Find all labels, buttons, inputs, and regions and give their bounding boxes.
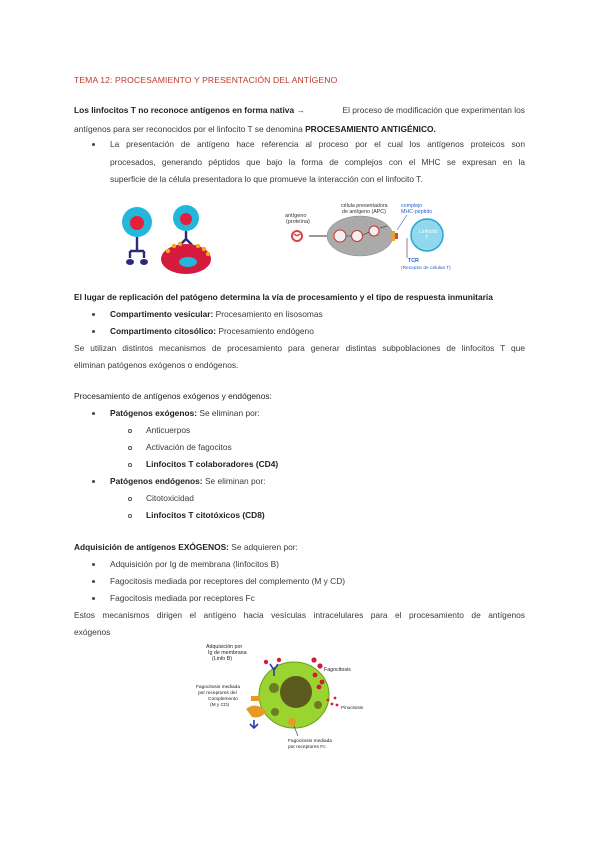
pinocitosis-label: Pinocitosis [341,705,363,710]
bullet-icon [92,597,95,600]
intro-arrow: → [296,105,305,115]
acquisition-item-1: Adquisición por Ig de membrana (linfocitos B) [110,559,279,569]
antigen-icon [292,231,302,241]
acquisition-line-2: exógenos [74,627,111,637]
hollow-bullet-icon [128,514,132,518]
apc-cells-figure [112,196,224,276]
replication-line-1: Se utilizan distintos mecanismos de procesamiento para generar distintas subpoblaciones de linfocitos T que [74,343,525,353]
bullet-icon [92,480,95,483]
apc-sub-label: de antígeno (APC) [342,209,386,215]
intro-line-2: antígenos para ser reconocidos por el linfocito T se denomina PROCESAMIENTO ANTIGÉNICO. [74,124,436,134]
hollow-bullet-icon [128,463,132,467]
tcell-label: Linfocito [419,229,438,235]
exo-line: Patógenos exógenos: Se eliminan por: [110,408,260,418]
exo-item-2: Activación de fagocitos [146,442,232,452]
endo-item-2: Linfocitos T citotóxicos (CD8) [146,510,265,520]
receptor-left-icon [130,237,144,258]
complement-receptor-icon [251,696,260,701]
bullet-icon [92,143,95,146]
nucleus [280,676,312,708]
adq-label-3: (Linfo B) [212,656,233,662]
page-title: TEMA 12: PROCESAMIENTO Y PRESENTACIÓN DEL ANTÍGENO [74,75,338,85]
endo-line: Patógenos endógenos: Se eliminan por: [110,476,266,486]
mhc-peptide-icon [391,231,395,241]
adq-label-1: Adquisición por [206,644,243,650]
fag-comp-label-2: por receptores del [198,691,237,696]
bullet-icon [92,580,95,583]
tcr-sub-label: (Receptor de células T) [401,266,451,271]
intro-bold: Los linfocitos T no reconoce antígenos en forma nativa [74,105,295,115]
fc-label-2: por receptores Fc [288,745,326,750]
complex-sub-label: MHC-péptido [401,209,433,215]
antigen-processing-figure [283,198,463,278]
fag-comp-label-3: Complemento [208,697,238,702]
exo-item-3: Linfocitos T colaboradores (CD4) [146,459,279,469]
tcell-left-nucleus [130,216,144,230]
acquisition-item-2: Fagocitosis mediada por receptores del complemento (M y CD) [110,576,346,586]
replication-heading: El lugar de replicación del patógeno determina la vía de procesamiento y el tipo de respuesta inmunitaria [74,292,493,302]
replication-item-2: Compartimento citosólico: Procesamiento endógeno [110,326,314,336]
intro-rest: El proceso de modificación que experimentan los [342,105,525,115]
adq-label-2: Ig de membrana [208,650,247,656]
hollow-bullet-icon [128,446,132,450]
bullet-icon [92,313,95,316]
antigen-label: antígeno [285,213,307,219]
acquisition-line-1: Estos mecanismos dirigen el antígeno hacia vesículas intracelulares para el procesamiento de antígenos [74,610,525,620]
tcr-label: TCR [408,258,419,264]
presentation-line-1: La presentación de antígeno hace referencia al proceso por el cual los antígenos proteicos son [110,139,525,149]
antigen-sub-label: (proteína) [286,219,310,225]
fc-label-1: Fagocitosis mediada [288,739,332,744]
acquisition-heading: Adquisición de antígenos EXÓGENOS: Se adquieren por: [74,542,298,552]
fc-receptor-icon [250,720,258,728]
replication-item-1: Compartimento vesicular: Procesamiento en lisosomas [110,309,323,319]
antigen-acquisition-figure [196,640,366,750]
hollow-bullet-icon [128,497,132,501]
bullet-icon [92,330,95,333]
fag-comp-label-4: (M y CD) [210,703,230,708]
endo-item-1: Citotoxicidad [146,493,194,503]
hollow-bullet-icon [128,429,132,433]
intro-line-1 [74,104,525,116]
processing-heading: Procesamiento de antígenos exógenos y endógenos: [74,391,272,401]
presentation-line-2: procesados, generando péptidos que bajo la forma de complejos con el MHC se expresan en la [110,157,525,167]
complex-label: complejo [401,203,423,209]
fag-comp-label-1: Fagocitosis mediada [196,685,240,690]
bullet-icon [92,412,95,415]
presentation-line-3: superficie de la célula presentadora lo que promueve la interacción con el linfocito T. [110,174,423,184]
tcell-sub-label: T [425,235,429,241]
apc-label: célula presentadora [341,203,388,209]
acquisition-item-3: Fagocitosis mediada por receptores Fc [110,593,255,603]
replication-line-2: eliminan patógenos exógenos o endógenos. [74,360,239,370]
bullet-icon [92,563,95,566]
fagocitosis-label: Fagocitosis [324,667,351,673]
exo-item-1: Anticuerpos [146,425,191,435]
